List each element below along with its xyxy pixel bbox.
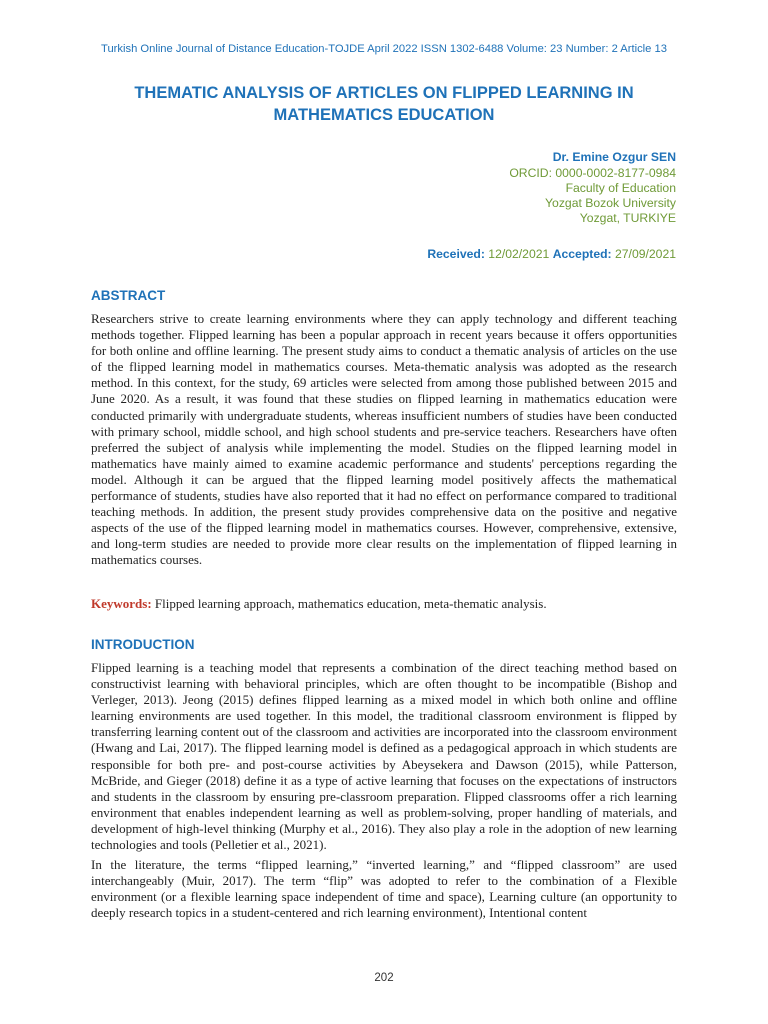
received-label: Received: [427, 247, 485, 261]
accepted-label: Accepted: [552, 247, 612, 261]
intro-paragraph-2: In the literature, the terms “flipped learning,” “inverted learning,” and “flipped classroom” are used interchangeably (Muir, 2017). The term “flip” was adopted to refer to the combination of a Flexible environment (or a flexible learning space independent of time and space), Learning culture (an opportunity to deeply research topics in a student-centered and rich learning environment), Intentional content [91, 857, 677, 921]
author-department: Faculty of Education [565, 181, 676, 195]
page-number: 202 [374, 972, 394, 984]
author-name: Dr. Emine Ozgur SEN [552, 150, 676, 164]
introduction-heading: INTRODUCTION [91, 637, 195, 652]
keywords-line [91, 596, 677, 612]
accepted-value: 27/09/2021 [615, 247, 676, 261]
dates-line [427, 247, 676, 261]
author-location: Yozgat, TURKIYE [579, 211, 676, 225]
author-orcid: ORCID: 0000-0002-8177-0984 [509, 166, 676, 180]
received-value: 12/02/2021 [488, 247, 550, 261]
paper-title: THEMATIC ANALYSIS OF ARTICLES ON FLIPPED LEARNING IN MATHEMATICS EDUCATION [134, 84, 634, 124]
author-university: Yozgat Bozok University [545, 196, 676, 210]
intro-paragraph-1: Flipped learning is a teaching model that represents a combination of the direct teaching method based on constructivist learning with behavioral principles, which are often thought to be incompatible (Bishop and Verleger, 2013). Jeong (2015) defines flipped learning as a mixed model in which both online and offline learning environments are used together. In this model, the traditional classroom environment is flipped by transferring learning content out of the classroom and activities are incorporated into the classroom environment (Hwang and Lai, 2017). The flipped learning model is defined as a pedagogical approach in which students are responsible for both pre- and post-course activities by Abeysekera and Dawson (2015), while Patterson, McBride, and Gieger (2018) define it as a type of active learning that focuses on the expectations of instructors and students in the classroom by ensuring pre-classroom preparation. Flipped classrooms offer a rich learning environment that enables independent learning as well as problem-solving, proper handling of materials, and development of high-level thinking (Murphy et al., 2016). They also play a role in the adoption of new learning technologies and tools (Pelletier et al., 2021). [91, 660, 677, 853]
keywords-text: Flipped learning approach, mathematics education, meta-thematic analysis. [154, 596, 547, 611]
abstract-heading: ABSTRACT [91, 288, 166, 303]
keywords-label: Keywords: [91, 596, 152, 611]
journal-header: Turkish Online Journal of Distance Education-TOJDE April 2022 ISSN 1302-6488 Volume: 23 Number: 2 Article 13 [101, 43, 667, 55]
author-block [276, 150, 676, 226]
abstract-text: Researchers strive to create learning environments where they can apply technology and different teaching methods together. Flipped learning has been a popular approach in recent years because it offers opportunities for both online and offline learning. The present study aims to conduct a thematic analysis of articles on the use of the flipped learning model in mathematics courses. Meta-thematic analysis was adopted as the research method. In this context, for the study, 69 articles were selected from among those published between 2015 and June 2020. As a result, it was found that these studies on flipped learning in mathematics education were conducted primarily with undergraduate students, whereas insufficient numbers of studies have been conducted with primary school, middle school, and high school students and pre-service teachers. Researchers have often preferred the subject of analysis while implementing the model. Studies on the flipped learning model in mathematics have mainly aimed to examine academic performance and students' perceptions regarding the model. Although it can be argued that the flipped learning model positively affects the mathematical performance of students, studies have also reported that it had no effect on performance compared to traditional teaching methods. In addition, the present study provides comprehensive data on the positive and negative aspects of the use of the flipped learning model in mathematics courses. However, comprehensive, extensive, and long-term studies are needed to provide more clear results on the implementation of flipped learning in mathematics courses. [91, 311, 677, 568]
